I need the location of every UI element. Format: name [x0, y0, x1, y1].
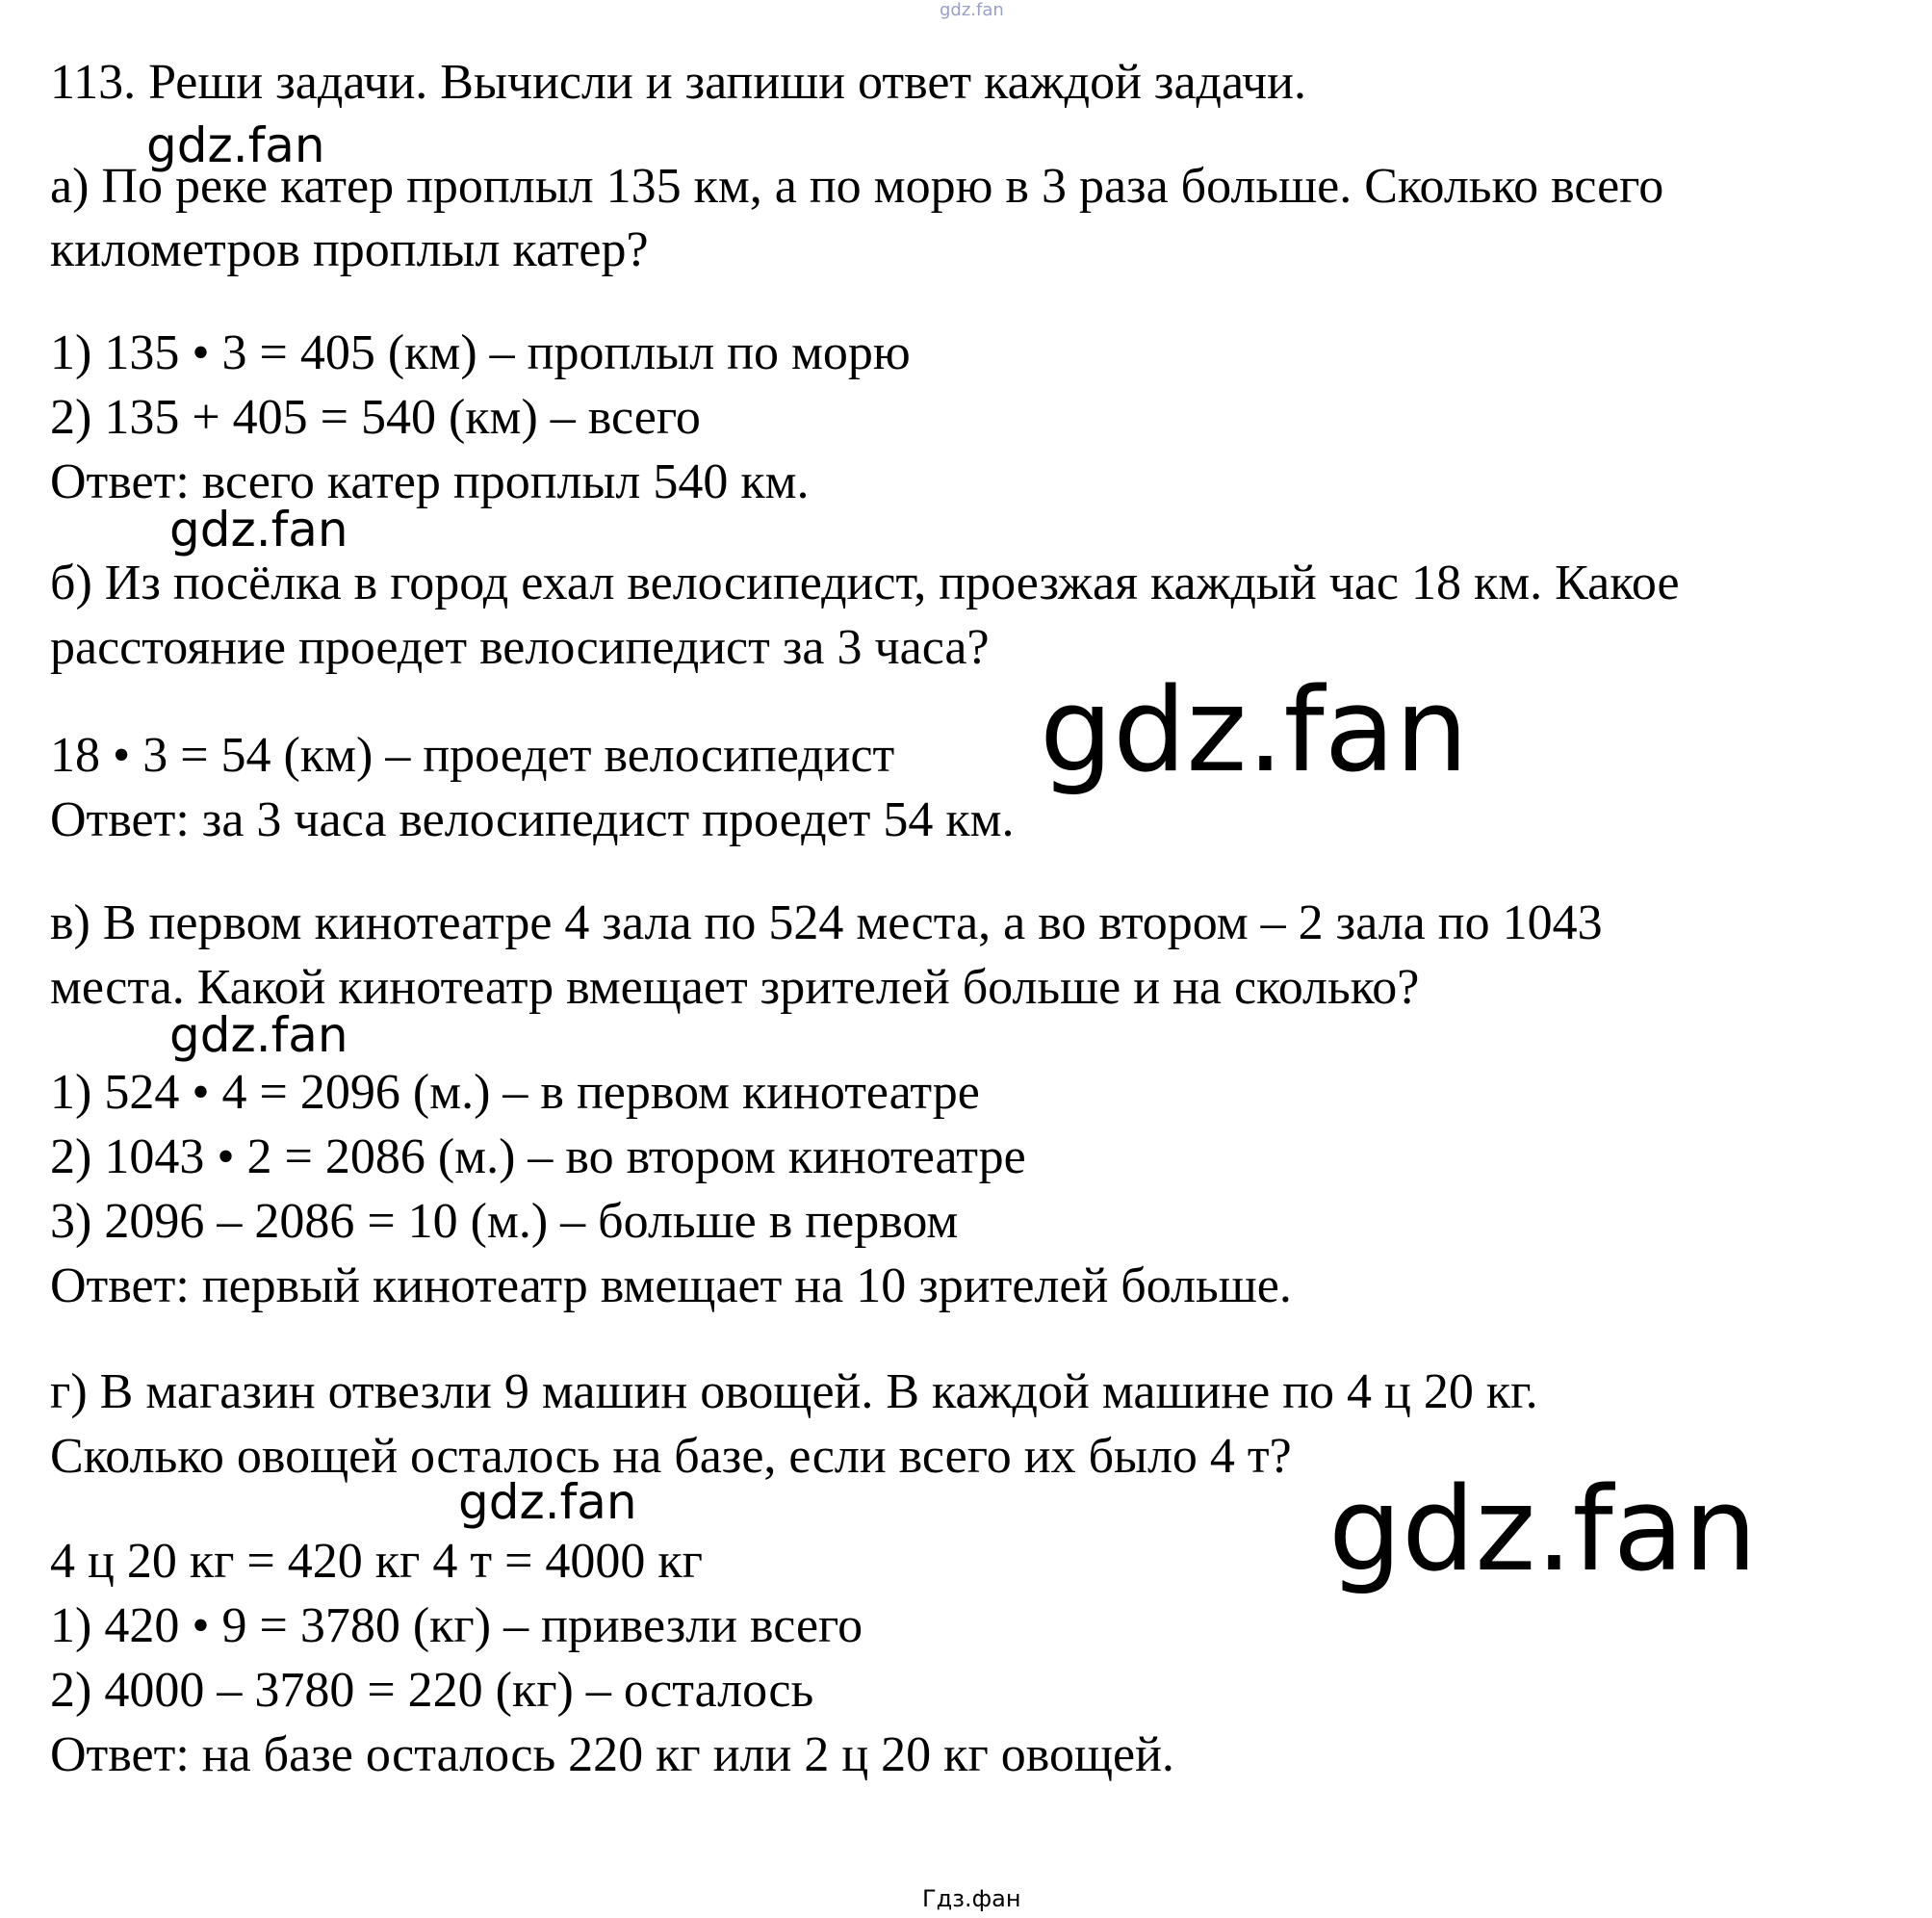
header-watermark: gdz.fan — [940, 0, 1004, 20]
task-b-answer: Ответ: за 3 часа велосипедист проедет 54 км. — [50, 792, 1015, 847]
task-d-condition-line-2: Сколько овощей осталось на базе, если всего их было 4 т? — [50, 1429, 1292, 1484]
task-d-solution-step-1: 1) 420 • 9 = 3780 (кг) – привезли всего — [50, 1598, 863, 1653]
task-a-condition-line-2: километров проплыл катер? — [50, 222, 649, 277]
watermark: gdz.fan — [169, 502, 348, 557]
task-b-solution-step-1: 18 • 3 = 54 (км) – проедет велосипедист — [50, 728, 895, 783]
watermark-large: gdz.fan — [1328, 1464, 1758, 1597]
task-c-solution-step-3: 3) 2096 – 2086 = 10 (м.) – больше в первом — [50, 1194, 959, 1249]
watermark: gdz.fan — [146, 117, 325, 173]
task-a-solution-step-1: 1) 135 • 3 = 405 (км) – проплыл по морю — [50, 325, 911, 380]
task-d-conversion: 4 ц 20 кг = 420 кг 4 т = 4000 кг — [50, 1534, 703, 1589]
task-a-solution-step-2: 2) 135 + 405 = 540 (км) – всего — [50, 390, 701, 445]
footer-label: Гдз.фан — [922, 1885, 1021, 1912]
task-a-condition-line-1: а) По реке катер проплыл 135 км, а по морю в 3 раза больше. Сколько всего — [50, 159, 1664, 214]
task-d-answer: Ответ: на базе осталось 220 кг или 2 ц 20 кг овощей. — [50, 1727, 1174, 1782]
task-c-condition-line-2: места. Какой кинотеатр вмещает зрителей больше и на сколько? — [50, 960, 1420, 1015]
task-c-solution-step-2: 2) 1043 • 2 = 2086 (м.) – во втором кинотеатре — [50, 1129, 1026, 1184]
task-a-answer: Ответ: всего катер проплыл 540 км. — [50, 454, 810, 509]
watermark: gdz.fan — [169, 1007, 348, 1063]
task-c-answer: Ответ: первый кинотеатр вмещает на 10 зрителей больше. — [50, 1258, 1292, 1313]
task-d-condition-line-1: г) В магазин отвезли 9 машин овощей. В каждой машине по 4 ц 20 кг. — [50, 1364, 1538, 1419]
exercise-title: 113. Реши задачи. Вычисли и запиши ответ каждой задачи. — [50, 55, 1306, 110]
task-b-condition-line-2: расстояние проедет велосипедист за 3 часа? — [50, 620, 990, 675]
task-c-solution-step-1: 1) 524 • 4 = 2096 (м.) – в первом кинотеатре — [50, 1065, 980, 1120]
task-b-condition-line-1: б) Из посёлка в город ехал велосипедист, проезжая каждый час 18 км. Какое — [50, 556, 1680, 610]
task-d-solution-step-2: 2) 4000 – 3780 = 220 (кг) – осталось — [50, 1663, 814, 1718]
watermark-large: gdz.fan — [1040, 664, 1469, 798]
task-c-condition-line-1: в) В первом кинотеатре 4 зала по 524 места, а во втором – 2 зала по 1043 — [50, 895, 1603, 950]
watermark: gdz.fan — [458, 1474, 637, 1530]
